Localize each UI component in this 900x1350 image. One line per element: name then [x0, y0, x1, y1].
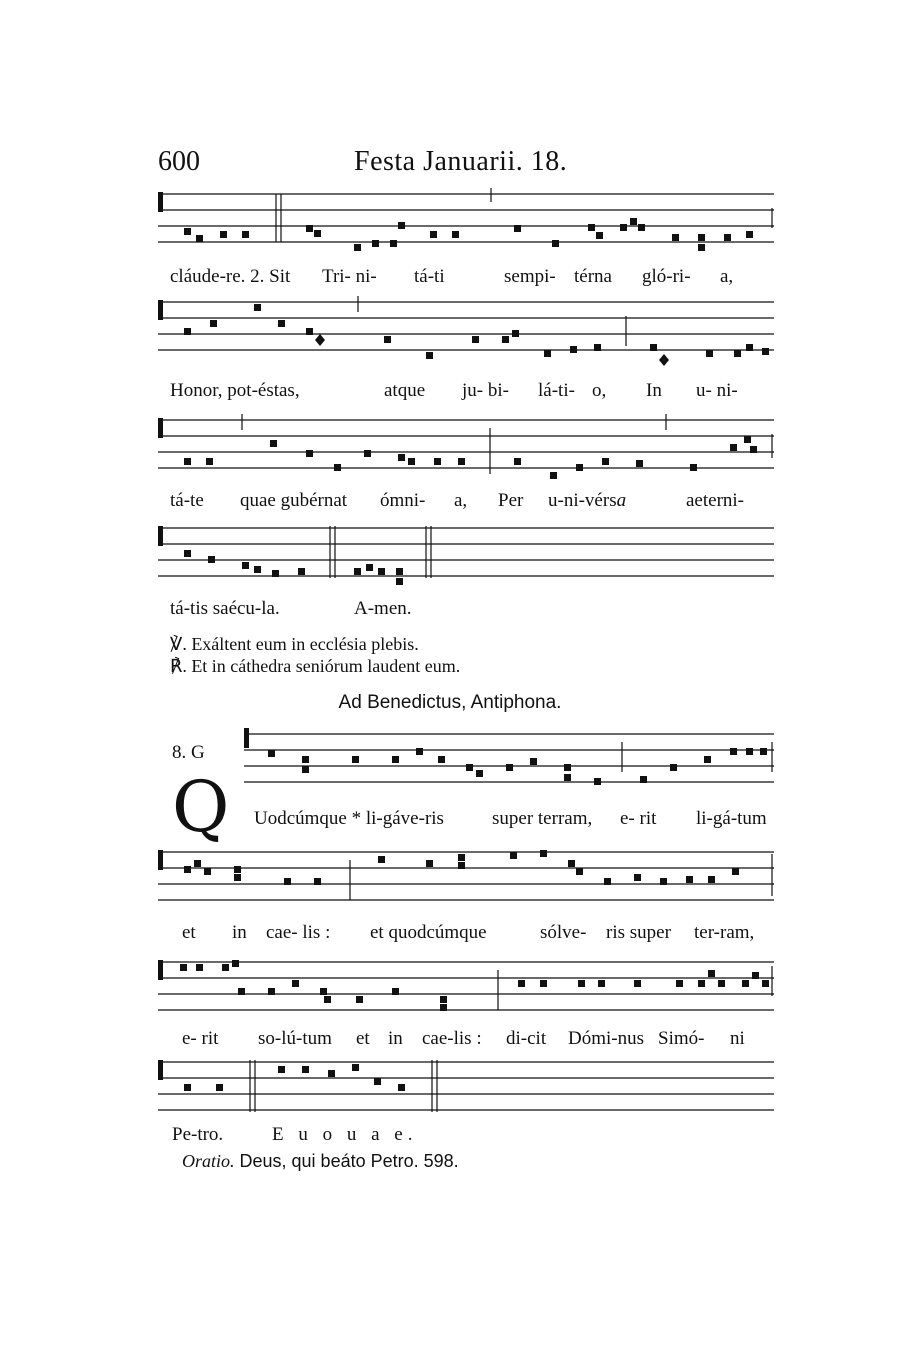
- running-title: Festa Januarii. 18.: [354, 146, 568, 177]
- syllable-with-italic-ending: [548, 490, 626, 512]
- response: ℟. Et in cáthedra seniórum laudent eum.: [170, 656, 461, 676]
- lyrics-line-3: [170, 490, 770, 516]
- syllable: u- ni-: [696, 380, 738, 401]
- music-staff-5: [244, 728, 774, 790]
- lyrics-line-4: [170, 598, 770, 624]
- syllable: Per: [498, 490, 524, 511]
- antiphon-title: Ad Benedictus, Antiphona.: [338, 692, 562, 713]
- music-staff-8: [158, 1056, 774, 1118]
- syllable: tá-te: [170, 490, 204, 511]
- syllable: atque: [384, 380, 426, 401]
- music-staff-6: [158, 846, 774, 908]
- syllable: et quodcúmque: [370, 922, 487, 943]
- syllable: sempi-: [504, 266, 556, 287]
- syllable: A-men.: [354, 598, 412, 619]
- oratio-reference: [182, 1151, 459, 1172]
- syllable: Dómi-nus: [568, 1028, 644, 1049]
- syllable: Uodcúmque * li-gáve-ris: [254, 808, 444, 829]
- syllable: aeterni-: [686, 490, 745, 511]
- syllable: Honor, pot-éstas,: [170, 380, 300, 401]
- initial-letter: Q: [172, 766, 230, 848]
- syllable: Pe-tro.: [172, 1124, 224, 1145]
- syllable: E u o u a e.: [272, 1124, 418, 1145]
- syllable: sólve-: [540, 922, 587, 943]
- oratio-text: Deus, qui beáto Petro. 598.: [234, 1151, 459, 1171]
- lyrics-line-7: [182, 1028, 782, 1054]
- syllable: térna: [574, 266, 612, 287]
- syllable: li-gá-tum: [696, 808, 767, 829]
- syllable: cae- lis :: [266, 922, 331, 943]
- syllable: cláude-re. 2. Sit: [170, 266, 291, 287]
- syllable: ris super: [606, 922, 671, 943]
- lyrics-line-6: [182, 922, 782, 948]
- mode-label: 8. G: [172, 742, 205, 763]
- music-staff-4: [158, 522, 774, 584]
- syllable: tá-ti: [414, 266, 445, 287]
- syllable: super terram,: [492, 808, 593, 829]
- page-number: 600: [158, 146, 200, 177]
- syllable: ni: [730, 1028, 745, 1049]
- syllable: ter-ram,: [694, 922, 755, 943]
- syllable: et: [356, 1028, 370, 1049]
- syllable: In: [646, 380, 662, 401]
- syllable: Simó-: [658, 1028, 705, 1049]
- lyrics-line-1: [170, 266, 770, 292]
- syllable: Tri- ni-: [322, 266, 377, 287]
- syllable: lá-ti-: [538, 380, 575, 401]
- syllable: ómni-: [380, 490, 426, 511]
- syllable: e- rit: [182, 1028, 219, 1049]
- syllable: cae-lis :: [422, 1028, 482, 1049]
- syllable: di-cit: [506, 1028, 547, 1049]
- music-staff-3: [158, 414, 774, 476]
- oratio-label: Oratio.: [182, 1151, 235, 1171]
- syllable: e- rit: [620, 808, 657, 829]
- syllable-main: u-ni-vérs: [548, 490, 617, 511]
- syllable: in: [232, 922, 247, 943]
- lyrics-line-2: [170, 380, 770, 406]
- syllable: quae gubérnat: [240, 490, 348, 511]
- syllable: a,: [720, 266, 734, 287]
- syllable: et: [182, 922, 196, 943]
- versicle: ℣. Exáltent eum in ecclésia plebis.: [170, 634, 419, 654]
- syllable: gló-ri-: [642, 266, 691, 287]
- syllable: in: [388, 1028, 403, 1049]
- syllable-italic-ending: a: [616, 490, 627, 511]
- lyrics-line-5: [254, 808, 774, 834]
- syllable: o,: [592, 380, 607, 401]
- syllable: so-lú-tum: [258, 1028, 332, 1049]
- music-staff-7: [158, 956, 774, 1018]
- syllable: a,: [454, 490, 468, 511]
- music-staff-2: [158, 296, 774, 358]
- syllable: tá-tis saécu-la.: [170, 598, 280, 619]
- music-staff-1: [158, 188, 774, 250]
- lyrics-line-8: [172, 1124, 772, 1150]
- syllable: ju- bi-: [462, 380, 509, 401]
